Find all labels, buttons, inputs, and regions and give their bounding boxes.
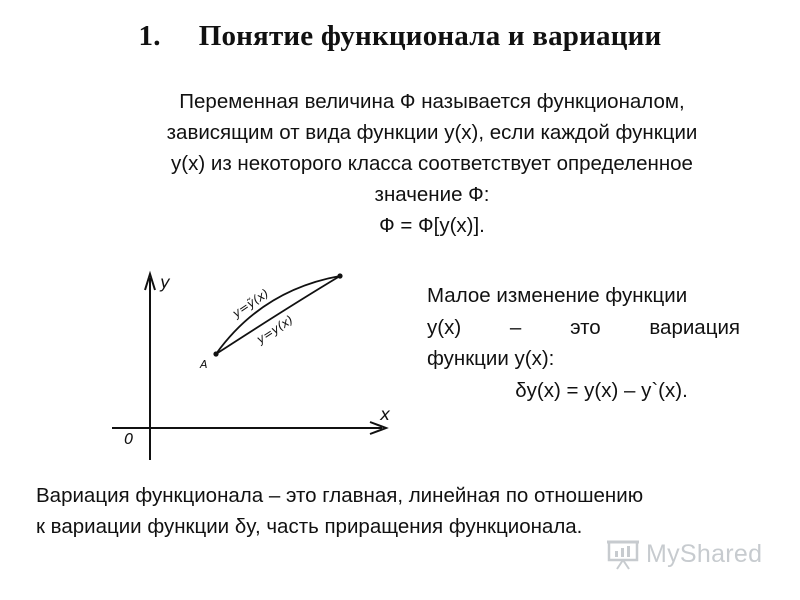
definition-line: Переменная величина Ф называется функционалом, — [179, 90, 685, 113]
point-a — [213, 351, 218, 356]
footer-line: к вариации функции δy, часть приращения функционала. — [36, 515, 583, 538]
presentation-board-icon — [606, 538, 640, 570]
upper-curve-label: y=ỹ(x) — [229, 286, 272, 321]
definition-paragraph — [92, 86, 772, 241]
y-axis-label: y — [160, 273, 171, 293]
footer-line: Вариация функционала – это главная, линейная по отношению — [36, 484, 644, 507]
point-b — [337, 273, 342, 278]
functional-variation-paragraph — [36, 480, 766, 542]
section-number: 1. — [138, 20, 161, 52]
variation-formula: δy(x) = y(x) – y`(x). — [515, 378, 688, 402]
watermark-text: MyShared — [646, 539, 763, 568]
functional-formula: Ф = Ф[y(x)]. — [379, 214, 485, 237]
variation-word: вариация — [649, 315, 740, 339]
variation-word: это — [570, 315, 601, 339]
x-axis-label: x — [380, 405, 391, 425]
myshared-watermark — [606, 536, 762, 572]
variation-line-justified — [427, 312, 740, 344]
section-title: Понятие функционала и вариации — [198, 20, 662, 52]
point-a-label: A — [200, 358, 208, 371]
variation-line: Малое изменение функции — [427, 284, 688, 307]
lower-curve-label: y=y(x) — [254, 312, 296, 347]
variation-graph — [112, 268, 402, 468]
variation-definition — [427, 280, 740, 406]
definition-line: зависящим от вида функции y(x), если каждой функции — [166, 121, 698, 144]
slide-title — [0, 20, 800, 53]
graph-svg — [112, 268, 402, 468]
variation-word: y(x) — [427, 315, 462, 339]
definition-line: y(x) из некоторого класса соответствует определенное — [171, 152, 693, 175]
variation-word: – — [509, 315, 522, 339]
definition-line: значение Ф: — [374, 183, 490, 206]
origin-label: 0 — [124, 430, 134, 448]
variation-line: функции y(x): — [427, 347, 555, 370]
